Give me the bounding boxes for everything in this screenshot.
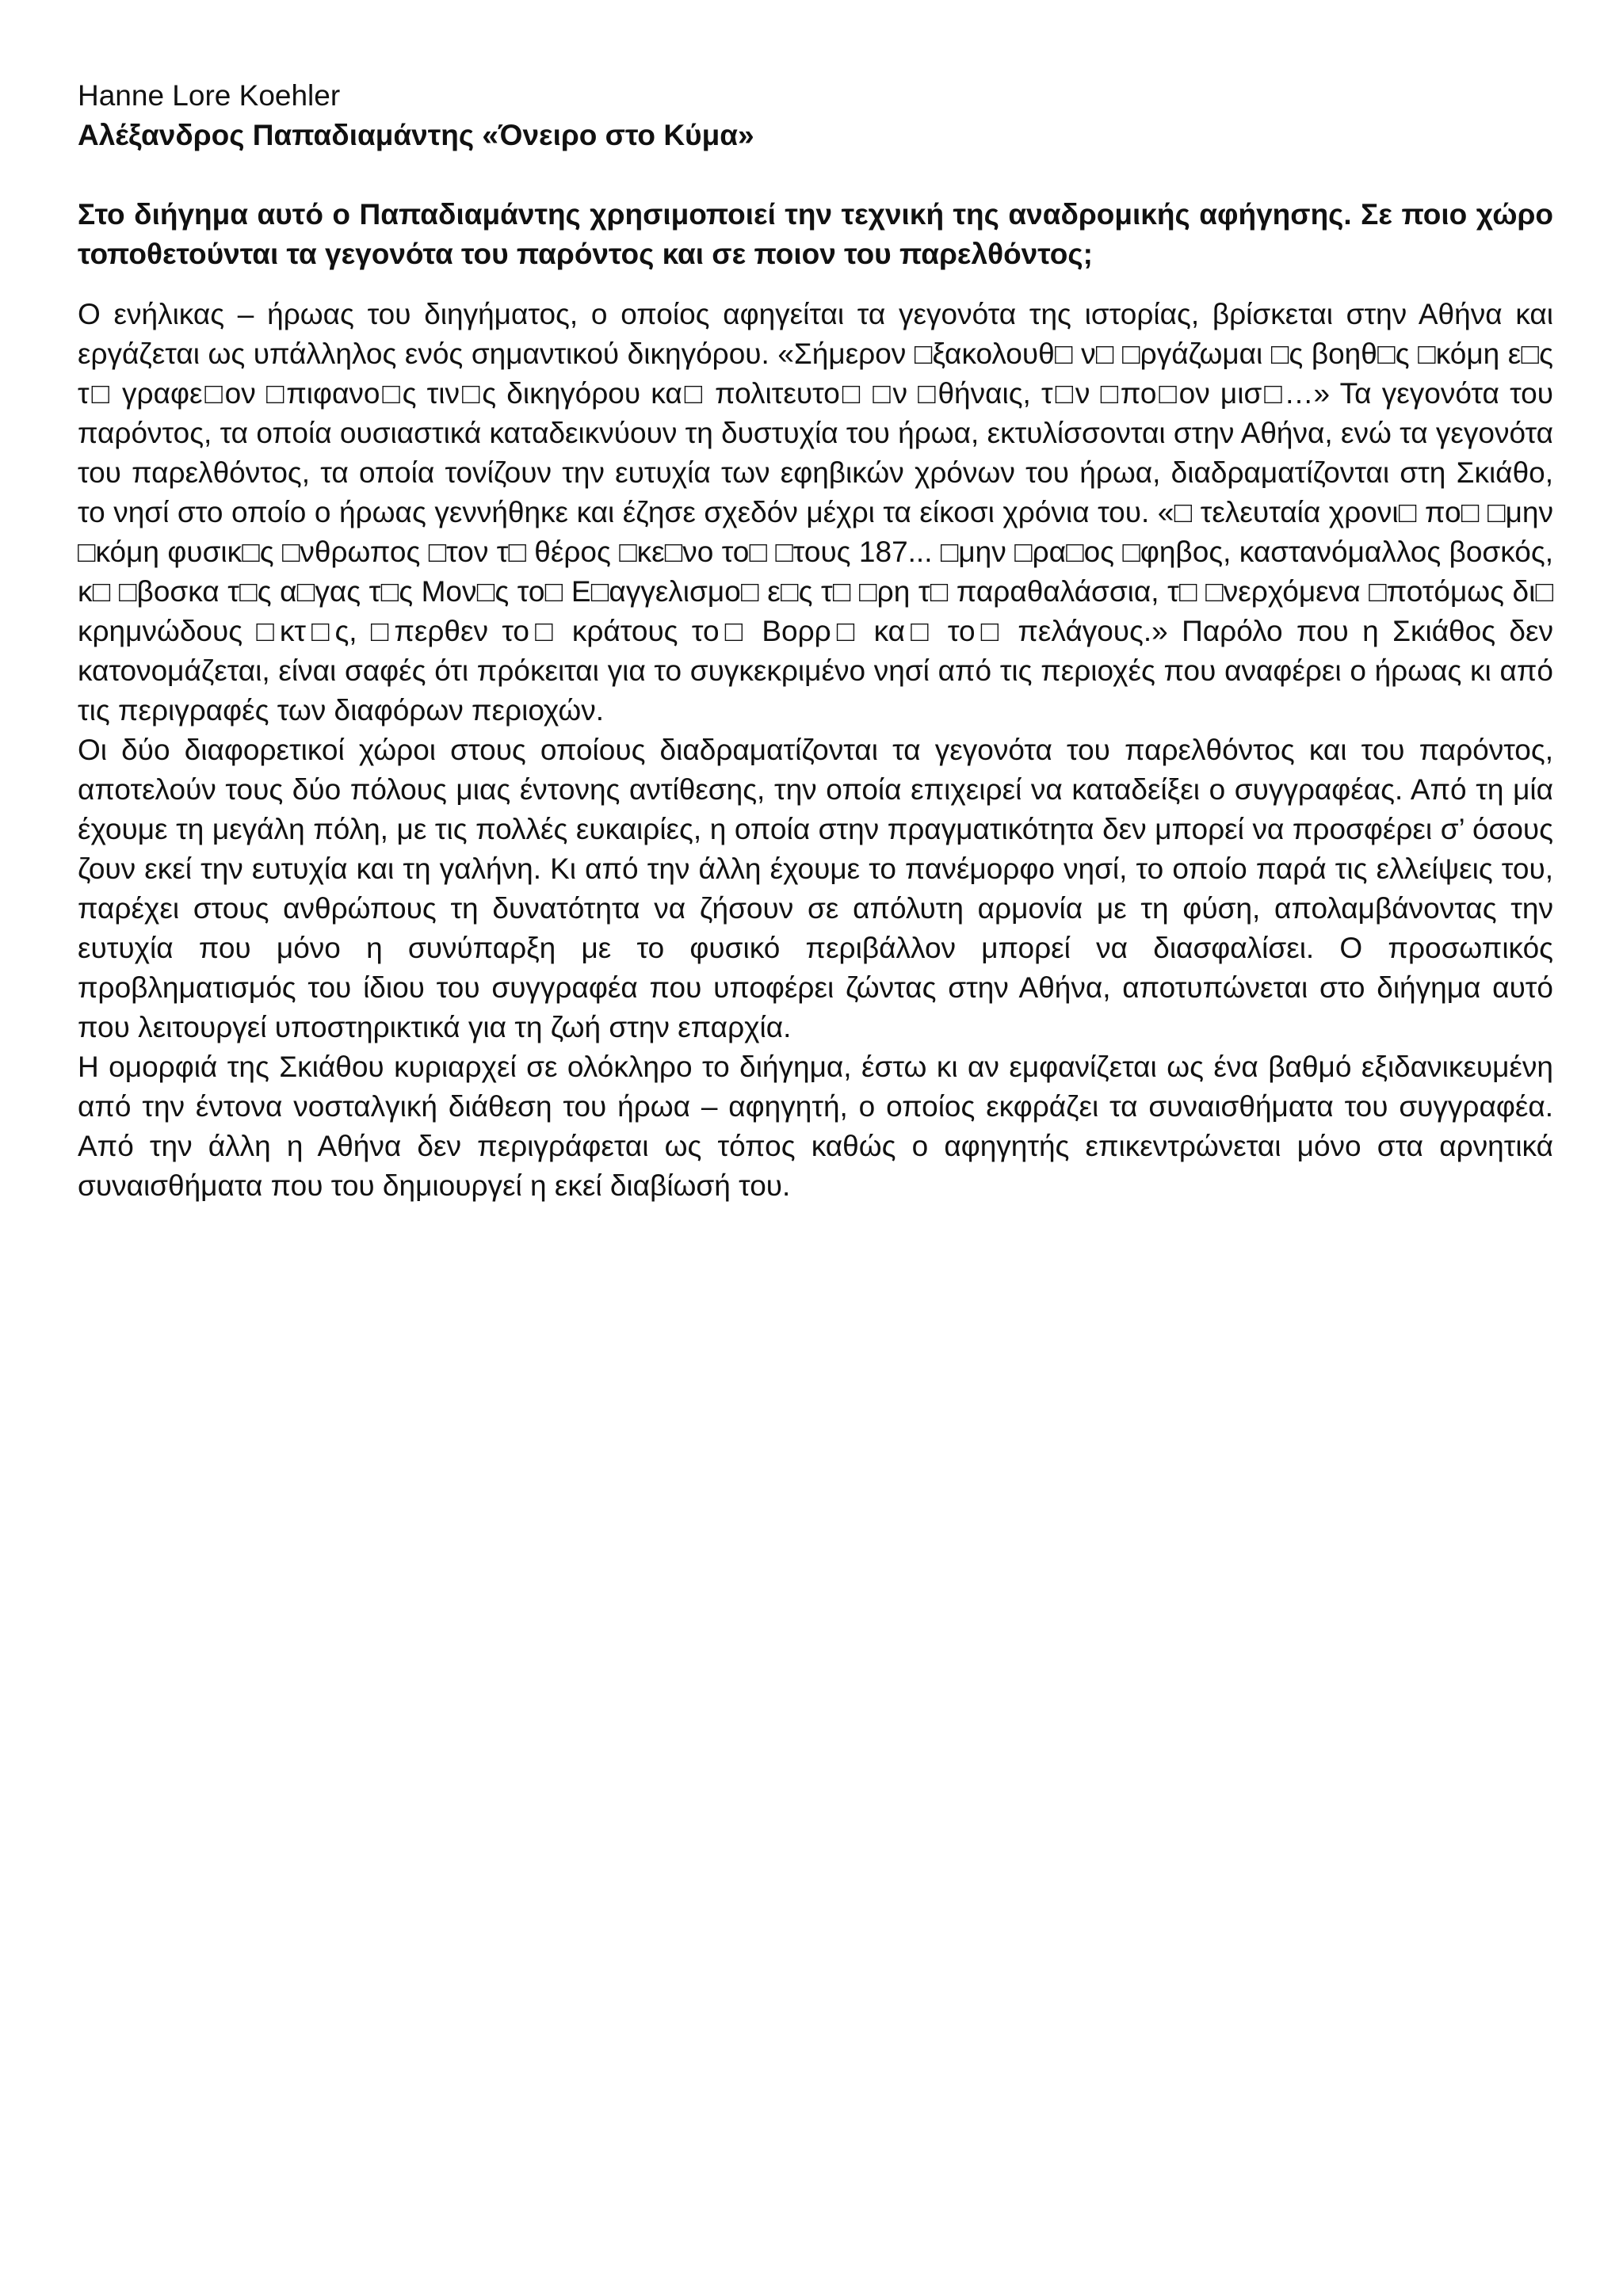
question-heading: Στο διήγημα αυτό ο Παπαδιαμάντης χρησιμοποιεί την τεχνική της αναδρομικής αφήγησης. Σε ποιο χώρο τοποθετούνται τα γεγονότα του παρόντος και σε ποιον του παρελθόντος; [78, 198, 1553, 270]
document-page [78, 76, 1553, 1206]
answer-body [78, 295, 1553, 1206]
paragraph: Οι δύο διαφορετικοί χώροι στους οποίους διαδραματίζονται τα γεγονότα του παρελθόντος και του παρόντος, αποτελούν τους δύο πόλους μιας έντονης αντίθεσης, την οποία επιχειρεί να καταδείξει ο συγγραφέας. Από τη μία έχουμε τη μεγάλη πόλη, με τις πολλές ευκαιρίες, η οποία στην πραγματικότητα δεν μπορεί να προσφέρει σ’ όσους ζουν εκεί την ευτυχία και τη γαλήνη. Κι από την άλλη έχουμε το πανέμορφο νησί, το οποίο παρά τις ελλείψεις του, παρέχει στους ανθρώπους τη δυνατότητα να ζήσουν σε απόλυτη αρμονία με τη φύση, απολαμβάνοντας την ευτυχία που μόνο η συνύπαρξη με το φυσικό περιβάλλον μπορεί να διασφαλίσει. Ο προσωπικός προβληματισμός του ίδιου του συγγραφέα που υποφέρει ζώντας στην Αθήνα, αποτυπώνεται στο διήγημα αυτό που λειτουργεί υποστηρικτικά για τη ζωή στην επαρχία. [78, 734, 1553, 1043]
document-title: Αλέξανδρος Παπαδιαμάντης «Όνειρο στο Κύμα» [78, 119, 754, 151]
paragraph: Η ομορφιά της Σκιάθου κυριαρχεί σε ολόκληρο το διήγημα, έστω κι αν εμφανίζεται ως ένα βαθμό εξιδανικευμένη από την έντονα νοσταλγική διάθεση του ήρωα – αφηγητή, ο οποίος εκφράζει τα συναισθήματα του συγγραφέα. Από την άλλη η Αθήνα δεν περιγράφεται ως τόπος καθώς ο αφηγητής επικεντρώνεται μόνο στα αρνητικά συναισθήματα που του δημιουργεί η εκεί διαβίωσή του. [78, 1051, 1553, 1202]
paragraph: Ο ενήλικας – ήρωας του διηγήματος, ο οποίος αφηγείται τα γεγονότα της ιστορίας, βρίσκεται στην Αθήνα και εργάζεται ως υπάλληλος ενός σημαντικού δικηγόρου. «Σήμερον □ξακολουθ□ ν□ □ργάζωμαι □ς βοηθ□ς □κόμη ε□ς τ□ γραφε□ον □πιφανο□ς τιν□ς δικηγόρου κα□ πολιτευτο□ □ν □θήναις, τ□ν □πο□ον μισ□…» Τα γεγονότα του παρόντος, τα οποία ουσιαστικά καταδεικνύουν τη δυστυχία του ήρωα, εκτυλίσσονται στην Αθήνα, ενώ τα γεγονότα του παρελθόντος, τα οποία τονίζουν την ευτυχία των εφηβικών χρόνων του ήρωα, διαδραματίζονται στη Σκιάθο, το νησί στο οποίο ο ήρωας γεννήθηκε και έζησε σχεδόν μέχρι τα είκοσι χρόνια του. «□ τελευταία χρονι□ πο□ □μην □κόμη φυσικ□ς □νθρωπος □τον τ□ θέρος □κε□νο το□ □τους 187... □μην □ρα□ος □φηβος, καστανόμαλλος βοσκός, κ□ □βοσκα τ□ς α□γας τ□ς Μον□ς το□ Ε□αγγελισμο□ ε□ς τ□ □ρη τ□ παραθαλάσσια, τ□ □νερχόμενα □ποτόμως δι□ κρημνώδους □κτ□ς, □περθεν το□ κράτους το□ Βορρ□ κα□ το□ πελάγους.» Παρόλο που η Σκιάθος δεν κατονομάζεται, είναι σαφές ότι πρόκειται για το συγκεκριμένο νησί από τις περιοχές που αναφέρει ο ήρωας κι από τις περιγραφές των διαφόρων περιοχών. [78, 298, 1553, 727]
author-name: Hanne Lore Koehler [78, 79, 341, 112]
